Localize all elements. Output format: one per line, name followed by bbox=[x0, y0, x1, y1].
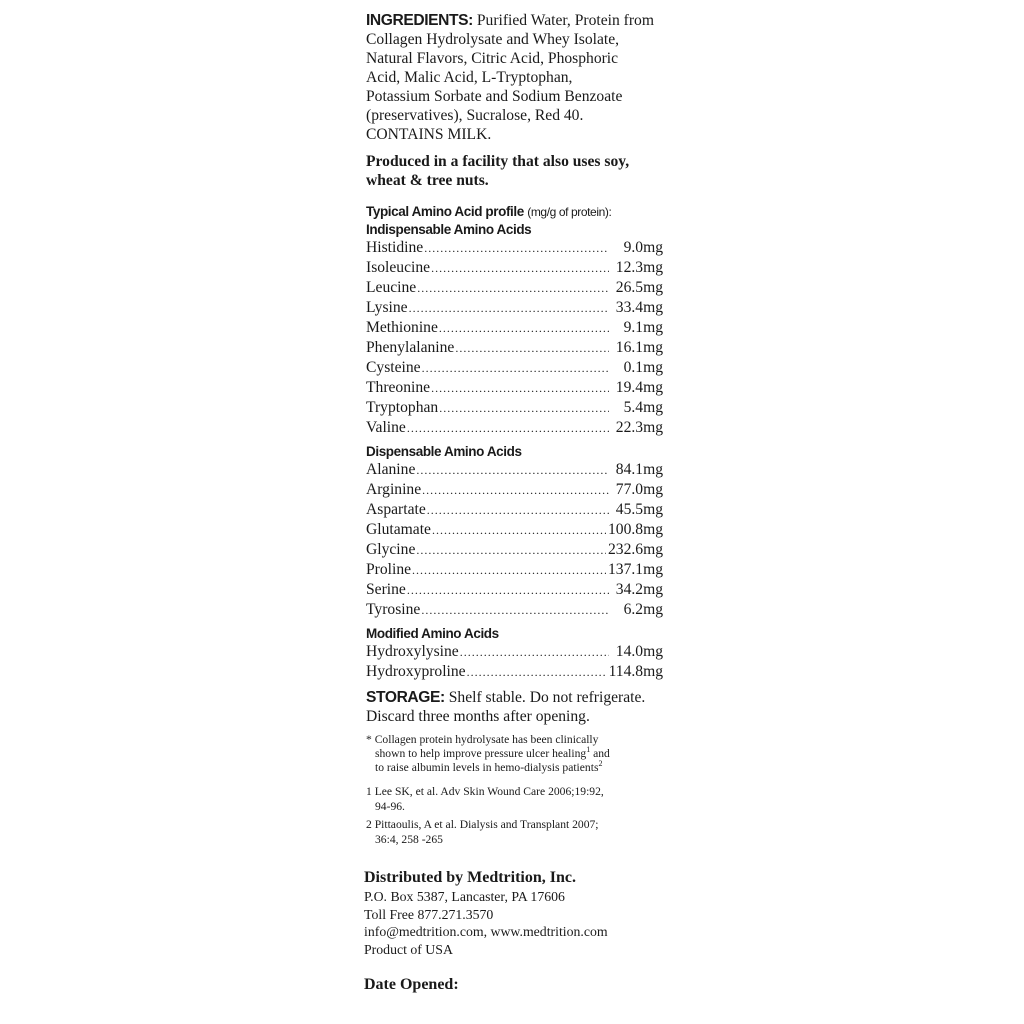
amino-value: 0.1mg bbox=[623, 359, 663, 376]
amino-name: Tryptophan bbox=[366, 399, 439, 416]
footnote-line: * Collagen protein hydrolysate has been clinically bbox=[366, 733, 599, 746]
amino-name: Hydroxyproline bbox=[366, 663, 466, 680]
amino-value: 9.0mg bbox=[623, 239, 663, 256]
amino-name: Glycine bbox=[366, 541, 416, 558]
amino-group-modified bbox=[366, 625, 666, 682]
storage-line: Discard three months after opening. bbox=[366, 708, 590, 725]
amino-row bbox=[366, 298, 663, 318]
leader-dots bbox=[409, 299, 609, 318]
reference-line: 1 Lee SK, et al. Adv Skin Wound Care 2006;19:92, bbox=[366, 785, 604, 798]
amino-value: 137.1mg bbox=[607, 561, 663, 578]
leader-dots bbox=[416, 461, 609, 480]
leader-dots bbox=[455, 339, 609, 358]
amino-name: Aspartate bbox=[366, 501, 426, 518]
footnote-ref-2: 2 bbox=[598, 759, 603, 769]
storage-section bbox=[366, 688, 666, 726]
amino-name: Leucine bbox=[366, 279, 417, 296]
amino-row bbox=[366, 662, 663, 682]
amino-name: Isoleucine bbox=[366, 259, 431, 276]
leader-dots bbox=[421, 601, 609, 620]
amino-value: 114.8mg bbox=[608, 663, 663, 680]
footnote-text: and bbox=[590, 747, 610, 760]
storage-label: STORAGE: bbox=[366, 689, 445, 706]
leader-dots bbox=[417, 279, 609, 298]
amino-row bbox=[366, 418, 663, 438]
amino-name: Alanine bbox=[366, 461, 416, 478]
ingredients-line: Purified Water, Protein from bbox=[472, 12, 654, 29]
ingredients-line: Collagen Hydrolysate and Whey Isolate, bbox=[366, 31, 620, 48]
footnote-text: shown to help improve pressure ulcer healing bbox=[375, 747, 587, 760]
amino-group-heading: Modified Amino Acids bbox=[366, 626, 499, 641]
amino-row bbox=[366, 540, 663, 560]
footnote-text: to raise albumin levels in hemo-dialysis patients bbox=[375, 761, 599, 774]
amino-row bbox=[366, 258, 663, 278]
amino-profile-unit: (mg/g of protein): bbox=[527, 205, 612, 219]
amino-name: Tyrosine bbox=[366, 601, 421, 618]
ingredients-label: INGREDIENTS: bbox=[366, 12, 473, 29]
amino-profile-title-text: Typical Amino Acid profile bbox=[366, 204, 524, 219]
contains-milk: CONTAINS MILK. bbox=[366, 126, 492, 143]
leader-dots bbox=[427, 501, 609, 520]
amino-name: Proline bbox=[366, 561, 412, 578]
ingredients-line: Potassium Sorbate and Sodium Benzoate bbox=[366, 88, 623, 105]
facility-line: Produced in a facility that also uses soy, bbox=[366, 153, 630, 170]
ingredients-section bbox=[366, 11, 666, 144]
leader-dots bbox=[460, 643, 609, 662]
amino-value: 34.2mg bbox=[615, 581, 663, 598]
ingredients-line: Acid, Malic Acid, L-Tryptophan, bbox=[366, 69, 573, 86]
amino-group-indispensable bbox=[366, 221, 666, 438]
amino-row bbox=[366, 238, 663, 258]
amino-row bbox=[366, 560, 663, 580]
footnote bbox=[366, 733, 666, 775]
amino-name: Cysteine bbox=[366, 359, 421, 376]
amino-row bbox=[366, 358, 663, 378]
storage-text: Shelf stable. Do not refrigerate. bbox=[444, 689, 646, 706]
amino-row bbox=[366, 460, 663, 480]
leader-dots bbox=[407, 581, 609, 600]
distributor-contact: info@medtrition.com, www.medtrition.com bbox=[364, 924, 608, 939]
reference-item bbox=[366, 784, 666, 814]
product-origin: Product of USA bbox=[364, 941, 453, 957]
amino-value: 100.8mg bbox=[607, 521, 663, 538]
date-opened-label: Date Opened: bbox=[364, 976, 459, 993]
reference-item bbox=[366, 817, 666, 847]
amino-value: 232.6mg bbox=[607, 541, 663, 558]
amino-group-heading: Dispensable Amino Acids bbox=[366, 444, 522, 459]
amino-value: 19.4mg bbox=[615, 379, 663, 396]
amino-row bbox=[366, 580, 663, 600]
amino-row bbox=[366, 398, 663, 418]
amino-value: 16.1mg bbox=[615, 339, 663, 356]
amino-value: 12.3mg bbox=[615, 259, 663, 276]
distributor-block bbox=[364, 868, 684, 958]
amino-row bbox=[366, 600, 663, 620]
amino-row bbox=[366, 278, 663, 298]
amino-value: 84.1mg bbox=[615, 461, 663, 478]
amino-value: 33.4mg bbox=[615, 299, 663, 316]
footnote-line bbox=[366, 747, 666, 761]
amino-value: 45.5mg bbox=[615, 501, 663, 518]
amino-name: Arginine bbox=[366, 481, 422, 498]
amino-group-dispensable bbox=[366, 443, 666, 620]
amino-group-heading: Indispensable Amino Acids bbox=[366, 222, 532, 237]
amino-name: Valine bbox=[366, 419, 406, 436]
amino-value: 5.4mg bbox=[623, 399, 663, 416]
amino-row bbox=[366, 520, 663, 540]
amino-row bbox=[366, 378, 663, 398]
leader-dots bbox=[424, 239, 609, 258]
amino-value: 9.1mg bbox=[623, 319, 663, 336]
distributor-phone: Toll Free 877.271.3570 bbox=[364, 906, 494, 922]
facility-notice bbox=[366, 152, 666, 190]
amino-value: 14.0mg bbox=[615, 643, 663, 660]
storage-line bbox=[366, 688, 666, 707]
leader-dots bbox=[467, 663, 607, 682]
label-panel bbox=[366, 11, 666, 850]
amino-name: Phenylalanine bbox=[366, 339, 455, 356]
reference-line: 36:4, 258 -265 bbox=[375, 833, 443, 846]
leader-dots bbox=[439, 319, 609, 338]
footnote-line bbox=[366, 761, 666, 775]
amino-name: Lysine bbox=[366, 299, 408, 316]
distributor-address: P.O. Box 5387, Lancaster, PA 17606 bbox=[364, 889, 565, 904]
amino-name: Histidine bbox=[366, 239, 424, 256]
amino-name: Hydroxylysine bbox=[366, 643, 459, 660]
facility-line: wheat & tree nuts. bbox=[366, 172, 489, 189]
leader-dots bbox=[439, 399, 609, 418]
leader-dots bbox=[416, 541, 606, 560]
amino-value: 22.3mg bbox=[615, 419, 663, 436]
amino-profile-title bbox=[366, 203, 666, 221]
amino-name: Serine bbox=[366, 581, 406, 598]
ingredients-line: (preservatives), Sucralose, Red 40. bbox=[366, 107, 584, 124]
references bbox=[366, 784, 666, 847]
amino-row bbox=[366, 642, 663, 662]
leader-dots bbox=[431, 379, 609, 398]
leader-dots bbox=[431, 259, 609, 278]
amino-name: Methionine bbox=[366, 319, 438, 336]
amino-name: Threonine bbox=[366, 379, 431, 396]
ingredients-line: Natural Flavors, Citric Acid, Phosphoric bbox=[366, 50, 619, 67]
leader-dots bbox=[412, 561, 606, 580]
amino-value: 77.0mg bbox=[615, 481, 663, 498]
leader-dots bbox=[407, 419, 609, 438]
amino-row bbox=[366, 338, 663, 358]
footnote-ref-1: 1 bbox=[586, 745, 591, 755]
reference-line: 2 Pittaoulis, A et al. Dialysis and Transplant 2007; bbox=[366, 818, 599, 831]
leader-dots bbox=[422, 359, 609, 378]
amino-row bbox=[366, 318, 663, 338]
leader-dots bbox=[432, 521, 606, 540]
amino-value: 6.2mg bbox=[623, 601, 663, 618]
amino-value: 26.5mg bbox=[615, 279, 663, 296]
leader-dots bbox=[422, 481, 609, 500]
amino-name: Glutamate bbox=[366, 521, 431, 538]
amino-row bbox=[366, 480, 663, 500]
amino-row bbox=[366, 500, 663, 520]
reference-line: 94-96. bbox=[375, 800, 405, 813]
distributor-title: Distributed by Medtrition, Inc. bbox=[364, 869, 576, 886]
